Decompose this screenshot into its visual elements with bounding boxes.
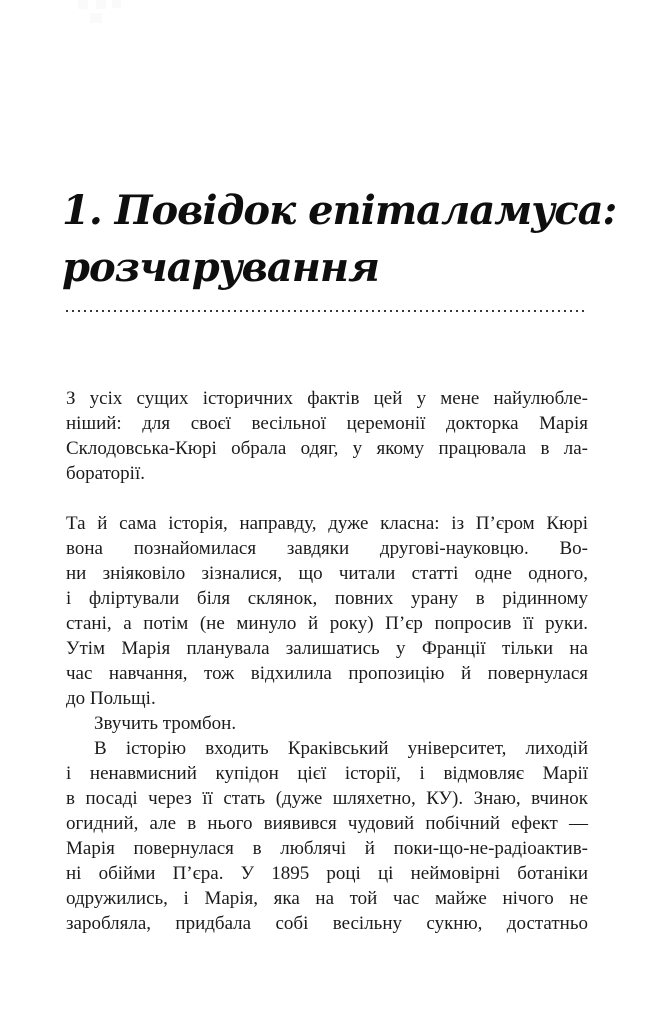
chapter-title-line-1: 1. Повідок епіталамуса: bbox=[62, 187, 617, 234]
text-line: і ненавмисний купідон цієї історії, і відмовляє Марії bbox=[66, 763, 588, 784]
text-line: В історію входить Краківський університет, лиходій bbox=[94, 738, 588, 759]
text-line: до Польщі. bbox=[66, 688, 156, 709]
text-line: одружились, і Марія, яка на той час майже нічого не bbox=[66, 888, 588, 909]
chapter-title-line-2: розчарування bbox=[62, 244, 379, 291]
text-line: Звучить тромбон. bbox=[94, 713, 237, 734]
text-line: час навчання, тож відхилила пропозицію й повернулася bbox=[66, 663, 588, 684]
text-line: З усіх сущих історичних фактів цей у мене найулюбле- bbox=[66, 388, 588, 409]
scan-artifact-mark bbox=[90, 13, 102, 23]
text-line: огидний, але в нього виявився чудовий побічний ефект — bbox=[66, 813, 588, 834]
body-paragraph bbox=[66, 386, 588, 486]
text-line: і фліртували біля склянок, повних урану в рідинному bbox=[66, 588, 588, 609]
dotted-divider bbox=[66, 310, 588, 312]
body-paragraph bbox=[66, 511, 588, 711]
text-line: вона познайомилася завдяки другові-науковцю. Во- bbox=[66, 538, 588, 559]
scan-artifact-mark bbox=[96, 0, 106, 9]
text-line: заробляла, придбала собі весільну сукню, достатньо bbox=[66, 913, 588, 934]
text-line: ні обійми П’єра. У 1895 році ці неймовірні ботаніки bbox=[66, 863, 588, 884]
text-line: Та й сама історія, направду, дуже класна: із П’єром Кюрі bbox=[66, 513, 588, 534]
text-line: ни зніяковіло зізналися, що читали статті одне одного, bbox=[66, 563, 588, 584]
body-paragraph bbox=[66, 711, 588, 736]
text-line: ніший: для своєї весільної церемонії докторка Марія bbox=[66, 413, 588, 434]
text-line: в посаді через її стать (дуже шляхетно, КУ). Знаю, вчинок bbox=[66, 788, 588, 809]
text-line: бораторії. bbox=[66, 463, 145, 484]
body-text bbox=[66, 386, 588, 936]
scan-artifact-mark bbox=[112, 0, 121, 8]
chapter-title bbox=[62, 182, 617, 296]
text-line: Марія повернулася в люблячі й поки-що-не-радіоактив- bbox=[66, 838, 588, 859]
text-line: стані, а потім (не минуло й року) П’єр попросив її руки. bbox=[66, 613, 588, 634]
text-line: Утім Марія планувала залишатись у Франції тільки на bbox=[66, 638, 588, 659]
text-line: Склодовська-Кюрі обрала одяг, у якому працювала в ла- bbox=[66, 438, 588, 459]
body-paragraph bbox=[66, 736, 588, 936]
scan-artifact-mark bbox=[78, 0, 88, 9]
